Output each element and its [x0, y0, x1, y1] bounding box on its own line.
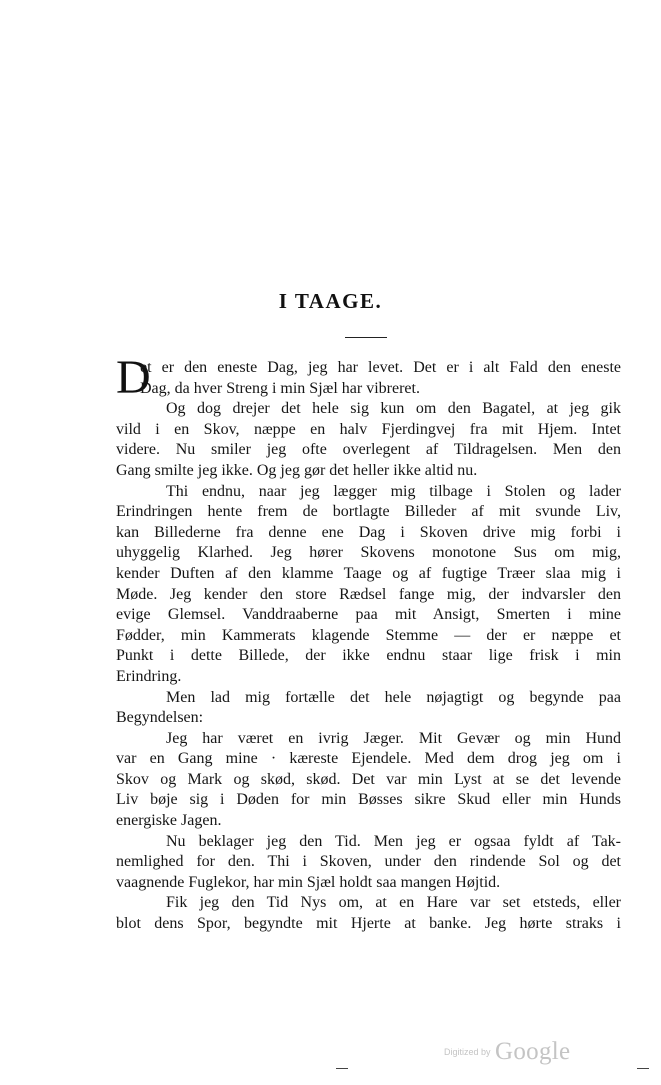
text-line: Begyndelsen: — [116, 709, 204, 727]
text-line: Fik jeg den Tid Nys om, at en Hare var set etsteds, eller — [166, 894, 621, 912]
text-line: et er den eneste Dag, jeg har levet. Det er i alt Fald den eneste — [140, 359, 621, 376]
text-line: vaagnende Fuglekor, har min Sjæl holdt saa mangen Højtid. — [116, 873, 501, 891]
text-line: Skov og Mark og skød, skød. Det var min Lyst at se det levende — [116, 770, 621, 788]
text-line: Dag, da hver Streng i min Sjæl har vibreret. — [140, 379, 420, 397]
chapter-title: I TAAGE. — [278, 289, 383, 313]
footer-mark-right — [637, 1068, 649, 1069]
google-logo: Google — [494, 1038, 571, 1065]
text-line: kan Billederne fra denne ene Dag i Skoven drive mig forbi i — [116, 523, 621, 541]
text-line: nemlighed for den. Thi i Skoven, under den rindende Sol og det — [116, 853, 621, 871]
text-line: vild i en Skov, næppe en halv Fjerdingvej fra mit Hjem. Intet — [116, 420, 621, 438]
text-line: Men lad mig fortælle det hele nøjagtigt og begynde paa — [166, 688, 621, 706]
text-line: Liv bøje sig i Døden for min Bøsses sikre Skud eller min Hunds — [116, 791, 621, 809]
digitized-by-google-watermark — [444, 1038, 570, 1066]
text-line: var en Gang mine · kæreste Ejendele. Med dem drog jeg om i — [116, 750, 621, 768]
text-line: Erindringen hente frem de bortlagte Billeder af mit svunde Liv, — [116, 503, 621, 521]
text-line: Fødder, min Kammerats klagende Stemme — der er næppe et — [116, 626, 621, 644]
text-line: Thi endnu, naar jeg lægger mig tilbage i Stolen og lader — [166, 482, 621, 500]
text-line: videre. Nu smiler jeg ofte overlegent af Tildragelsen. Men den — [116, 441, 621, 459]
text-line: Jeg har været en ivrig Jæger. Mit Gevær og min Hund — [166, 729, 621, 747]
text-line: Punkt i dette Billede, der ikke endnu staar lige frisk i min — [116, 647, 621, 665]
text-line: Gang smilte jeg ikke. Og jeg gør det heller ikke altid nu. — [116, 461, 478, 479]
drop-cap: D — [116, 351, 151, 404]
text-line: evige Glemsel. Vanddraaberne paa mit Ansigt, Smerten i mine — [116, 606, 621, 624]
watermark-prefix: Digitized by — [444, 1047, 491, 1057]
text-line: Nu beklager jeg den Tid. Men jeg er ogsaa fyldt af Tak- — [166, 832, 621, 850]
text-line: Erindring. — [116, 667, 182, 685]
text-line: uhyggelig Klarhed. Jeg hører Skovens monotone Sus om mig, — [116, 544, 621, 562]
text-line: energiske Jagen. — [116, 812, 222, 830]
body-text — [116, 351, 621, 935]
title-divider — [345, 337, 387, 338]
text-line: blot dens Spor, begyndte mit Hjerte at banke. Jeg hørte straks i — [116, 915, 621, 933]
text-line: Og dog drejer det hele sig kun om den Bagatel, at jeg gik — [166, 400, 621, 418]
text-line: Møde. Jeg kender den store Rædsel fange mig, der indvarsler den — [116, 585, 621, 603]
footer-mark-left — [336, 1068, 348, 1069]
text-line: kender Duften af den klamme Taage og af fugtige Træer slaa mig i — [116, 564, 621, 582]
